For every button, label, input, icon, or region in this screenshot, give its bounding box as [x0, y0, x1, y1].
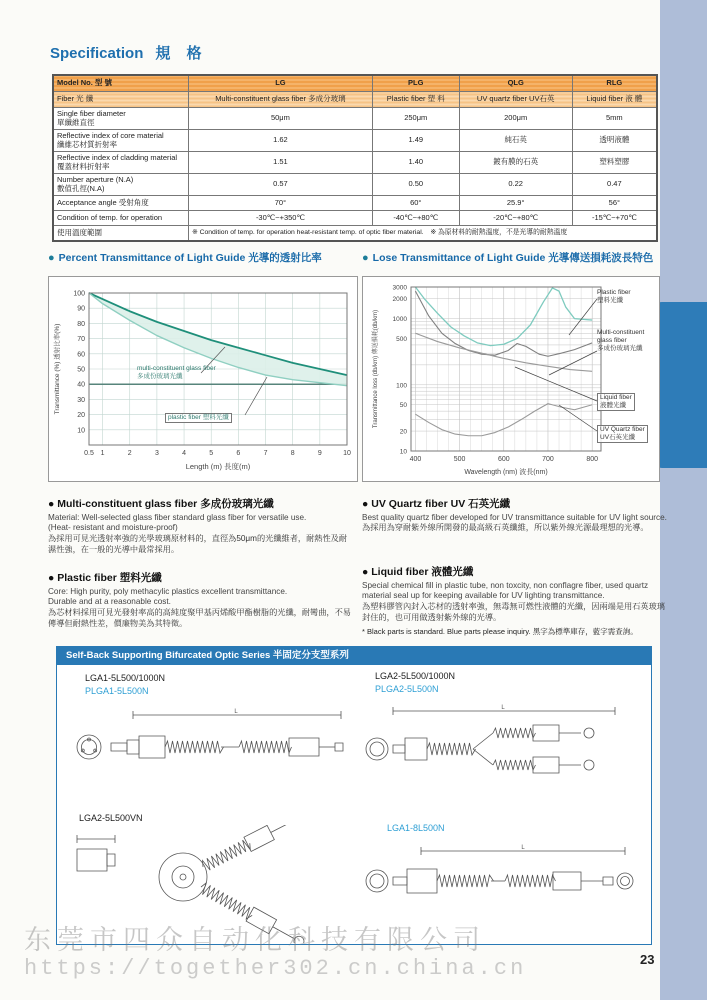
- svg-text:1000: 1000: [392, 316, 407, 324]
- section-uv-fiber: [362, 498, 668, 534]
- svg-text:20: 20: [399, 428, 407, 436]
- model-label: LGA1-5L500/1000N: [85, 673, 166, 683]
- chart2-annotation-uv: UV Quartz fiber UV石英光纖: [597, 425, 648, 443]
- cell: 純石英: [459, 130, 572, 152]
- drawing-lga1-assembly: [73, 705, 357, 777]
- bullet-icon: ●: [48, 252, 55, 264]
- chart1-annotation-glass: multi-constituent glass fiber 多成份玻璃光纖: [137, 365, 216, 380]
- cell: -30℃~+350℃: [189, 211, 373, 226]
- chart2-plot: [363, 277, 659, 481]
- svg-text:100: 100: [396, 382, 407, 390]
- dim-L: L: [521, 845, 525, 851]
- section-text-zh: 為塑料膠管內封入芯材的透射率強，無毒無可燃性液體的光纖，因兩端是用石英玻璃封住的，也可用做透射紫外線的光導。: [362, 601, 665, 622]
- header-cell: Liquid fiber 液 體: [572, 92, 657, 108]
- row-label: Single fiber diameter 單纖維直徑: [53, 108, 189, 130]
- svg-text:800: 800: [586, 456, 599, 463]
- svg-text:20: 20: [77, 412, 85, 420]
- header-cell: UV quartz fiber UV石英: [459, 92, 572, 108]
- cell: 25.9°: [459, 196, 572, 211]
- drawing-lga1-8l: [363, 841, 641, 913]
- page-title-zh: 規 格: [155, 45, 208, 62]
- section-text: (Heat- resistant and moisture-proof): [48, 523, 178, 533]
- section-text-zh: 為採用可見光透射率強的光學玻璃原材料的，直徑為50μm的光纖維者，耐熱性及耐濕性強，在一般的光導中最常採用。: [48, 533, 348, 554]
- table-row: [53, 196, 657, 211]
- table-subheader-row: [53, 92, 657, 108]
- header-cell: PLG: [372, 75, 459, 92]
- svg-text:60: 60: [77, 351, 85, 359]
- table-row: [53, 130, 657, 152]
- section-text-zh: 為芯材料採用可見光發射率高的高純度聚甲基丙烯酸甲酯樹脂的光纖，耐彎曲，不易傳導但耐熱性差，價廉物美為其特徵。: [48, 607, 351, 628]
- svg-text:50: 50: [77, 366, 85, 374]
- svg-text:3000: 3000: [392, 284, 407, 292]
- cell: 0.22: [459, 174, 572, 196]
- table-row: [53, 152, 657, 174]
- header-cell: QLG: [459, 75, 572, 92]
- row-label: Reflective index of core material 纖維芯材質折射率: [53, 130, 189, 152]
- chart1-title-zh: 光導的透射比率: [248, 252, 322, 264]
- chart2-title-en: Lose Transmittance of Light Guide: [372, 252, 546, 264]
- cell: 60°: [372, 196, 459, 211]
- header-cell: Plastic fiber 塑 料: [372, 92, 459, 108]
- svg-text:600: 600: [497, 456, 510, 463]
- svg-text:3: 3: [154, 450, 159, 457]
- header-cell: RLG: [572, 75, 657, 92]
- section-text: Material: Well-selected glass fiber standard glass fiber for versatile use.: [48, 512, 307, 522]
- section-text: Special chemical fill in plastic tube, non toxcity, non conflagre fiber, used quartz material seal up for keeping available for UV lighting transmittance.: [362, 580, 649, 601]
- cell: 0.57: [189, 174, 373, 196]
- bifurcated-series-panel: [56, 646, 652, 946]
- section-title: ● UV Quartz fiber UV 石英光纖: [362, 498, 511, 510]
- cell: 鍍有膜的石英: [459, 152, 572, 174]
- svg-text:Wavelength (nm) 波長(nm): Wavelength (nm) 波長(nm): [464, 469, 548, 476]
- svg-text:10: 10: [77, 427, 85, 435]
- cell: 塑料塑膠: [572, 152, 657, 174]
- page-title-en: Specification: [50, 45, 144, 62]
- svg-text:Transmittance loss (db/km) 傳送損: Transmittance loss (db/km) 傳送損耗(db/km): [373, 309, 379, 429]
- svg-text:Length (m) 長度(m): Length (m) 長度(m): [185, 462, 251, 471]
- header-cell: Multi-constituent glass fiber 多成分玻璃: [189, 92, 373, 108]
- drawing-lga2-assembly: [363, 701, 639, 793]
- cell: 1.40: [372, 152, 459, 174]
- chart2-annotation-liquid: Liquid fiber 液體光纖: [597, 393, 635, 411]
- cell: 56°: [572, 196, 657, 211]
- chart1-title-en: Percent Transmittance of Light Guide: [58, 252, 246, 264]
- dim-L: L: [234, 709, 238, 715]
- table-row: [53, 211, 657, 226]
- table-row: [53, 108, 657, 130]
- series-drawings-area: [56, 665, 652, 945]
- watermark-url: https://together302.cn.china.cn: [24, 956, 527, 981]
- dim-L: L: [501, 705, 505, 711]
- svg-text:0.5: 0.5: [84, 450, 94, 457]
- footnote-cell: ※ Condition of temp. for operation heat-resistant temp. of optic fiber material. ※ 為原材料的耐熱溫度，不是光導的耐熱溫度: [189, 226, 658, 242]
- svg-text:4: 4: [182, 450, 187, 457]
- cell: 5mm: [572, 108, 657, 130]
- svg-text:30: 30: [77, 396, 85, 404]
- row-label: Condition of temp. for operation: [53, 211, 189, 226]
- svg-text:90: 90: [77, 305, 85, 313]
- table-row: [53, 174, 657, 196]
- page-number: 23: [640, 952, 655, 967]
- svg-text:400: 400: [409, 456, 422, 463]
- header-cell: Fiber 光 纖: [53, 92, 189, 108]
- section-text: Core: High purity, poly methacylic plastics excellent transmittance.: [48, 586, 288, 596]
- section-text-zh: 為採用為穿耐紫外線所開發的最高級石英纖維，所以紫外線光源最理想的光導。: [362, 523, 649, 533]
- svg-text:9: 9: [317, 450, 322, 457]
- model-label: LGA2-5L500/1000N: [375, 671, 456, 681]
- section-title: ● Plastic fiber 塑料光纖: [48, 572, 162, 584]
- cell: -20℃~+80℃: [459, 211, 572, 226]
- chart1-heading: [48, 250, 322, 265]
- svg-text:2000: 2000: [392, 296, 407, 304]
- cell: 250μm: [372, 108, 459, 130]
- section-text: Durable and at a reasonable cost.: [48, 597, 171, 607]
- model-label: LGA2-5L500VN: [79, 813, 143, 823]
- model-label-blue: PLGA1-5L500N: [85, 686, 149, 696]
- inquiry-note: * Black parts is standard. Blue parts please inquiry. 黑字為標準庫存，藍字需查詢。: [362, 627, 638, 636]
- row-label: 使用溫度範圍: [53, 226, 189, 242]
- cell: 50μm: [189, 108, 373, 130]
- section-title: ● Multi-constituent glass fiber 多成份玻璃光纖: [48, 498, 274, 510]
- chart2-heading: [362, 250, 653, 265]
- svg-text:7: 7: [263, 450, 268, 457]
- svg-text:10: 10: [399, 448, 407, 456]
- section-liquid-fiber: [362, 566, 668, 623]
- cell: 70°: [189, 196, 373, 211]
- svg-text:5: 5: [209, 450, 214, 457]
- table-footer-row: [53, 226, 657, 242]
- cell: -15℃~+70℃: [572, 211, 657, 226]
- header-cell: Model No. 型 號: [53, 75, 189, 92]
- section-glass-fiber: [48, 498, 354, 555]
- row-label: Acceptance angle 受射角度: [53, 196, 189, 211]
- spec-table: [52, 74, 658, 242]
- svg-text:70: 70: [77, 336, 85, 344]
- cell: 1.49: [372, 130, 459, 152]
- loss-transmittance-chart: [362, 276, 660, 482]
- svg-text:6: 6: [236, 450, 241, 457]
- svg-text:100: 100: [73, 290, 85, 298]
- chart2-annotation-plastic: Plastic fiber 塑料光纖: [597, 289, 631, 304]
- watermark-company: 东莞市四众自动化科技有限公司: [24, 925, 486, 955]
- chart2-title-zh: 光導傳送損耗波長特色: [548, 252, 654, 264]
- series-banner: Self-Back Supporting Bifurcated Optic Series 半固定分支型系列: [56, 646, 652, 665]
- cell: -40℃~+80℃: [372, 211, 459, 226]
- svg-text:500: 500: [453, 456, 466, 463]
- svg-text:80: 80: [77, 320, 85, 328]
- row-label: Number aperture (N.A) 數值孔徑(N.A): [53, 174, 189, 196]
- cell: 透明液體: [572, 130, 657, 152]
- section-title: ● Liquid fiber 液體光纖: [362, 566, 474, 578]
- chart1-annotation-plastic: plastic fiber 塑料光纖: [165, 413, 232, 423]
- bullet-icon: ●: [362, 252, 369, 264]
- row-label: Reflective index of cladding material 覆蓋材料折射率: [53, 152, 189, 174]
- table-header-row: [53, 75, 657, 92]
- section-plastic-fiber: [48, 572, 354, 629]
- cell: 200μm: [459, 108, 572, 130]
- cell: 1.62: [189, 130, 373, 152]
- svg-text:50: 50: [399, 402, 407, 410]
- cell: 0.50: [372, 174, 459, 196]
- svg-text:10: 10: [343, 450, 351, 457]
- svg-text:700: 700: [542, 456, 554, 463]
- section-text: Best quality quartz fiber developed for UV transmittance suitable for UV light source.: [362, 512, 667, 522]
- svg-text:2: 2: [127, 450, 132, 457]
- svg-text:40: 40: [77, 381, 85, 389]
- svg-text:500: 500: [396, 336, 407, 344]
- header-cell: LG: [189, 75, 373, 92]
- chart2-annotation-glass: Multi-constituent glass fiber 多成份玻璃光纖: [597, 329, 645, 352]
- page-title: [50, 42, 208, 63]
- svg-text:Transmittance (%) 透射比率(%): Transmittance (%) 透射比率(%): [54, 323, 61, 415]
- cell: 0.47: [572, 174, 657, 196]
- cell: 1.51: [189, 152, 373, 174]
- model-label-blue: LGA1-8L500N: [387, 823, 445, 833]
- svg-text:8: 8: [290, 450, 295, 457]
- model-label-blue: PLGA2-5L500N: [375, 684, 439, 694]
- svg-text:1: 1: [100, 450, 105, 457]
- percent-transmittance-chart: [48, 276, 358, 482]
